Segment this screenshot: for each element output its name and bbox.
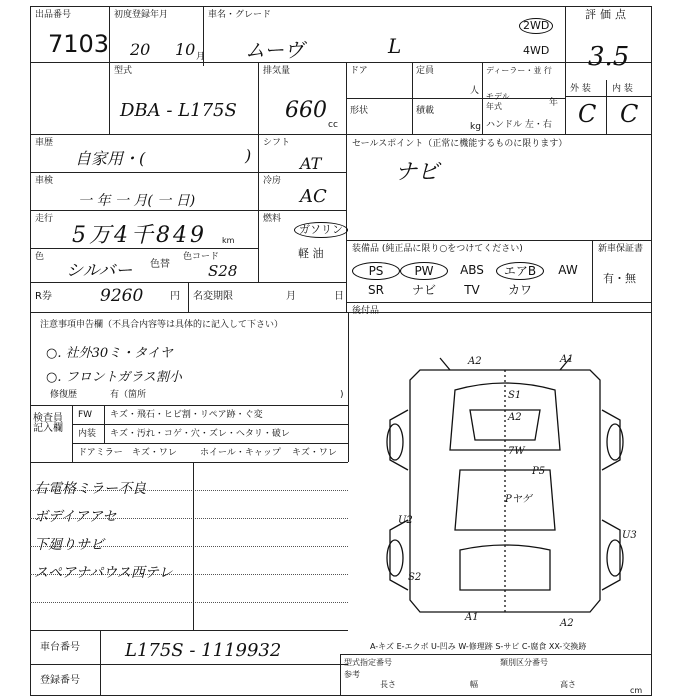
- name-change-label: 名変期限: [193, 291, 233, 302]
- wheel-text: キズ・ワレ: [292, 448, 337, 458]
- sales-label: セールスポイント（正常に機能するものに限ります）: [352, 139, 568, 149]
- mileage-label: 走行: [35, 214, 54, 224]
- seats-unit: 人: [470, 86, 480, 96]
- damage-mark: Pヤゲ: [505, 494, 532, 505]
- mirror-label: ドアミラー: [78, 448, 123, 458]
- wheel-label: ホイール・キャップ: [200, 448, 281, 458]
- interior-row-label: 内装: [78, 429, 97, 439]
- history-close: ): [245, 146, 252, 165]
- displacement-label: 排気量: [263, 66, 291, 76]
- history-label: 車歴: [35, 138, 54, 148]
- damage-mark: S2: [408, 572, 422, 583]
- warranty-value: 有・無: [603, 272, 636, 285]
- reg-label: 初度登録年月: [114, 10, 169, 20]
- recycle-label: R券: [35, 291, 52, 302]
- interior-grade: C: [620, 100, 639, 128]
- drive-2wd: 2WD: [519, 18, 553, 34]
- load-label: 積載: [416, 106, 435, 116]
- model-year-unit: 年: [549, 98, 559, 108]
- dealer-label: ディーラー・並 行: [486, 66, 552, 75]
- equipment-item: PW: [400, 262, 448, 280]
- reg-year: 20: [130, 40, 151, 59]
- notes-title: 注意事項申告欄（不具合内容等は具体的に記入して下さい）: [40, 320, 284, 330]
- equipment-item: AW: [558, 263, 578, 277]
- equipment-grid: [352, 260, 592, 300]
- interior-label: 内 装: [612, 84, 633, 94]
- ref-label: 参考: [344, 670, 360, 679]
- model-year-label: モデル 年式: [486, 92, 510, 111]
- color-change-label: 色替: [150, 259, 170, 270]
- door-label: ドア: [350, 66, 368, 76]
- seats-label: 定員: [416, 66, 435, 76]
- car-name: ムーヴ: [245, 38, 304, 62]
- color-code-value: S28: [208, 262, 238, 280]
- damage-mark: U3: [622, 530, 637, 541]
- fw-label: FW: [78, 410, 93, 420]
- color-value: シルバー: [66, 261, 133, 281]
- mileage-value: 5万4千849: [72, 223, 207, 248]
- inspection-label: 車検: [35, 176, 54, 186]
- car-grade: L: [388, 34, 402, 58]
- remark-3: 下廻りサビ: [34, 537, 104, 553]
- shift-value: AT: [300, 154, 322, 173]
- repair-label: 修復歴: [50, 390, 78, 400]
- ac-label: 冷房: [263, 176, 282, 186]
- remark-2: ボデイアアセ: [34, 509, 117, 525]
- ac-value: AC: [300, 186, 327, 207]
- lot-label: 出品番号: [35, 10, 72, 20]
- damage-mark: S1: [508, 390, 522, 401]
- chassis-value: L175S - 1119932: [125, 640, 282, 661]
- equipment-item: エアB: [496, 262, 544, 280]
- damage-mark: A2: [560, 618, 574, 629]
- equipment-item: ナビ: [411, 283, 436, 297]
- fuel-gasoline: ガソリン: [294, 222, 348, 238]
- mirror-text: キズ・ワレ: [132, 448, 177, 458]
- model-label: 型式: [114, 66, 133, 76]
- score-value: 3.5: [588, 42, 630, 72]
- drive-4wd: 4WD: [523, 44, 550, 57]
- reg-month-unit: 月: [196, 52, 206, 62]
- color-label: 色: [35, 252, 45, 262]
- remark-rule: [30, 602, 348, 603]
- repair-close: ): [340, 390, 344, 400]
- damage-mark: A1: [465, 612, 479, 623]
- remark-4: スペアナパウス西テレ: [34, 565, 173, 581]
- exterior-grade: C: [578, 100, 597, 128]
- width-label: 幅: [470, 680, 478, 689]
- shape-label: 形状: [350, 106, 369, 116]
- reg-number-label: 登録番号: [40, 675, 80, 686]
- equipment-item: ABS: [460, 263, 484, 277]
- equipment-item: カワ: [507, 283, 532, 297]
- type-spec-label: 型式指定番号: [344, 658, 392, 667]
- damage-mark: U2: [398, 515, 413, 526]
- equipment-item: SR: [368, 283, 384, 297]
- diagram-marks: [360, 350, 650, 630]
- addon-label: 後付品: [352, 306, 380, 316]
- fuel-label: 燃料: [263, 214, 282, 224]
- height-label: 高さ: [560, 680, 576, 689]
- fw-text: キズ・飛石・ヒビ割・リペア跡・ぐ変: [110, 410, 263, 420]
- length-label: 長さ: [380, 680, 396, 689]
- name-change-month: 月: [286, 291, 296, 302]
- score-label: 評価点: [585, 8, 630, 21]
- recycle-value: 9260: [100, 286, 144, 306]
- name-change-day: 日: [334, 291, 344, 302]
- sales-value: ナビ: [395, 160, 440, 185]
- damage-mark: A1: [560, 354, 574, 365]
- load-unit: kg: [470, 122, 481, 132]
- notes-line-1: ○. 社外30ミ・タイヤ: [46, 346, 173, 361]
- class-label: 類別区分番号: [500, 658, 548, 667]
- handle-label: ハンドル 左・右: [486, 120, 552, 130]
- remark-1: 右電格ミラー不良: [34, 481, 146, 497]
- equipment-label: 装備品 (純正品に限り○をつけてください): [352, 244, 523, 254]
- size-unit: cm: [630, 686, 643, 695]
- warranty-label: 新車保証書: [598, 244, 644, 254]
- model-value: DBA - L175S: [120, 100, 237, 121]
- damage-legend: A-キズ E-エクボ U-凹み W-修理跡 S-サビ C-腐食 XX-交換跡: [370, 642, 587, 651]
- mileage-unit: km: [222, 236, 235, 245]
- equipment-item: PS: [352, 262, 400, 280]
- lot-number: 7103: [48, 30, 110, 58]
- reg-month: 10: [175, 40, 196, 59]
- equipment-item: TV: [464, 283, 480, 297]
- color-code-label: 色コード: [183, 252, 220, 262]
- interior-row-text: キズ・汚れ・コゲ・穴・ズレ・ヘタリ・破レ: [110, 429, 290, 439]
- damage-mark: A2: [468, 356, 482, 367]
- repair-value: 有（箇所: [110, 390, 147, 400]
- inspector-label: 検査員 記入欄: [33, 413, 63, 434]
- shift-label: シフト: [263, 138, 291, 148]
- fuel-diesel: 軽 油: [298, 247, 324, 260]
- damage-mark: A2: [508, 412, 522, 423]
- displacement-unit: cc: [328, 120, 338, 130]
- exterior-label: 外 装: [570, 84, 591, 94]
- notes-line-2: ○. フロントガラス割小: [46, 370, 182, 385]
- damage-mark: P5: [532, 466, 546, 477]
- chassis-label: 車台番号: [40, 642, 80, 653]
- damage-mark: 7W: [508, 446, 525, 457]
- name-label: 車名・グレード: [208, 10, 272, 20]
- displacement-value: 660: [285, 98, 327, 123]
- recycle-unit: 円: [170, 291, 180, 302]
- history-value: 自家用・(: [75, 149, 146, 168]
- inspection-value: 一 年 一 月( 一 日): [78, 193, 196, 209]
